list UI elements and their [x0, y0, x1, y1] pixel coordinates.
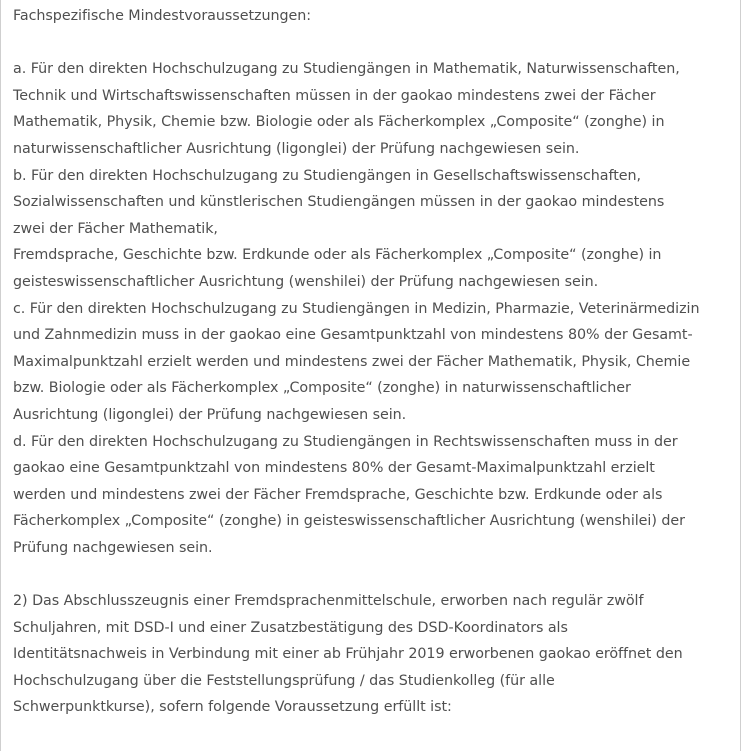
text-line: c. Für den direkten Hochschulzugang zu Studiengängen in Medizin, Pharmazie, Veterinärmedizin — [13, 300, 700, 317]
text-line: Identitätsnachweis in Verbindung mit einer ab Frühjahr 2019 erworbenen gaokao eröffnet den — [13, 646, 683, 663]
text-line: Fremdsprache, Geschichte bzw. Erdkunde oder als Fächerkomplex „Composite“ (zonghe) in — [13, 247, 662, 264]
requirement-a — [13, 56, 739, 162]
text-line: b. Für den direkten Hochschulzugang zu Studiengängen in Gesellschaftswissenschaften, — [13, 167, 642, 184]
text-line: Technik und Wirtschaftswissenschaften müssen in der gaokao mindestens zwei der Fächer — [13, 87, 656, 104]
text-line: Mathematik, Physik, Chemie bzw. Biologie oder als Fächerkomplex „Composite“ (zonghe) in — [13, 114, 665, 131]
text-line: Fächerkomplex „Composite“ (zonghe) in geisteswissenschaftlicher Ausrichtung (wenshilei) der — [13, 513, 685, 530]
text-line: geisteswissenschaftlicher Ausrichtung (wenshilei) der Prüfung nachgewiesen sein. — [13, 273, 599, 290]
text-line: naturwissenschaftlicher Ausrichtung (ligonglei) der Prüfung nachgewiesen sein. — [13, 140, 580, 157]
requirement-c — [13, 296, 739, 429]
spacer — [13, 30, 739, 57]
section-heading: Fachspezifische Mindestvoraussetzungen: — [13, 8, 312, 24]
requirement-d — [13, 429, 739, 562]
text-line: Hochschulzugang über die Feststellungsprüfung / das Studienkolleg (für alle — [13, 672, 555, 689]
text-line: Schwerpunktkurse), sofern folgende Voraussetzung erfüllt ist: — [13, 699, 452, 716]
text-line: zwei der Fächer Mathematik, — [13, 220, 218, 237]
text-line: gaokao eine Gesamtpunktzahl von mindestens 80% der Gesamt-Maximalpunktzahl erzielt — [13, 460, 655, 477]
paragraph-2 — [13, 588, 739, 721]
text-line: Sozialwissenschaften und künstlerischen Studiengängen müssen in der gaokao mindestens — [13, 194, 665, 211]
text-line: Prüfung nachgewiesen sein. — [13, 539, 213, 556]
requirement-b — [13, 163, 739, 296]
text-line: und Zahnmedizin muss in der gaokao eine Gesamtpunktzahl von mindestens 80% der Gesamt- — [13, 327, 693, 344]
text-line: Schuljahren, mit DSD-I und einer Zusatzbestätigung des DSD-Koordinators als — [13, 619, 568, 636]
text-line: werden und mindestens zwei der Fächer Fremdsprache, Geschichte bzw. Erdkunde oder als — [13, 486, 663, 503]
document-text — [13, 3, 739, 721]
text-line: bzw. Biologie oder als Fächerkomplex „Composite“ (zonghe) in naturwissenschaftlicher — [13, 380, 631, 397]
spacer — [13, 561, 739, 588]
text-line: Ausrichtung (ligonglei) der Prüfung nachgewiesen sein. — [13, 406, 407, 423]
text-line: d. Für den direkten Hochschulzugang zu Studiengängen in Rechtswissenschaften muss in der — [13, 433, 678, 450]
text-line: 2) Das Abschlusszeugnis einer Fremdsprachenmittelschule, erworben nach regulär zwölf — [13, 593, 644, 610]
text-line: a. Für den direkten Hochschulzugang zu Studiengängen in Mathematik, Naturwissenschaften, — [13, 61, 680, 78]
text-line: Maximalpunktzahl erzielt werden und mindestens zwei der Fächer Mathematik, Physik, Chemie — [13, 353, 691, 370]
